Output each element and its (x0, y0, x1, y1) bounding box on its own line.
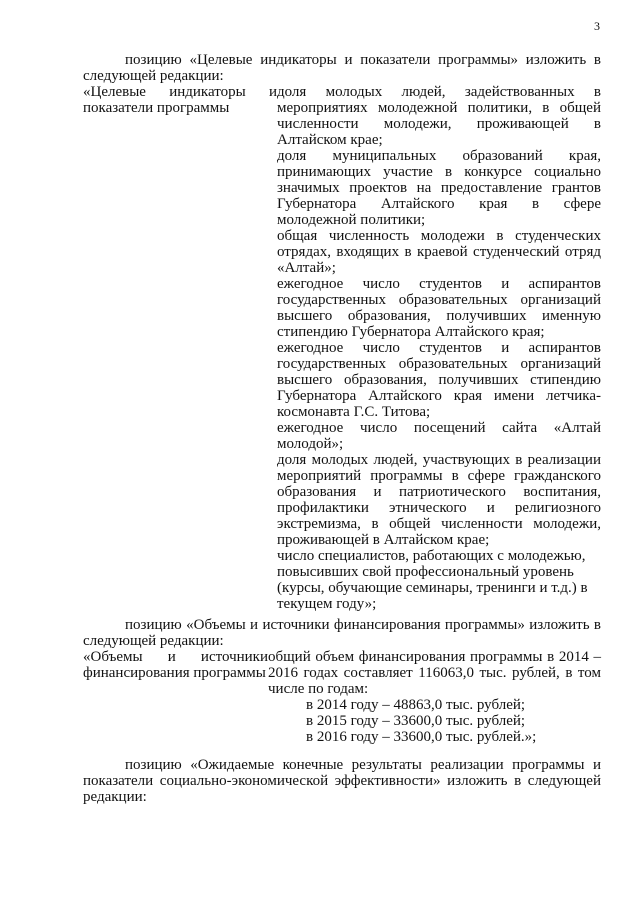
funding-label: «Объемы и источники финансирования программы (83, 649, 268, 681)
target-item: доля молодых людей, задействованных в мероприятиях молодежной политики, в общей численности молодежи, проживающей в Алтайском крае; (277, 84, 601, 148)
targets-list (277, 84, 601, 612)
page-number: 3 (594, 19, 600, 33)
targets-table-row (83, 84, 601, 612)
target-item: число специалистов, работающих с молодежью, повысивших свой профессиональный уровень (курсы, обучающие семинары, тренинги и т.д.) в текущем году»; (277, 548, 588, 612)
target-item: доля молодых людей, участвующих в реализации мероприятий программы в сфере гражданского образования и патриотического воспитания, профилактики этнического и религиозного экстремизма, в общей численности молодежи, проживающей в Алтайском крае; (277, 452, 601, 548)
target-item: доля муниципальных образований края, принимающих участие в конкурсе социально значимых проектов на предоставление грантов Губернатора Алтайского края в сфере молодежной политики; (277, 148, 601, 228)
funding-total: общий объем финансирования программы в 2014 – 2016 годах составляет 116063,0 тыс. рублей, в том числе по годам: (268, 649, 601, 697)
target-item: ежегодное число студентов и аспирантов государственных образовательных организаций высшего образования, получивших стипендию Губернатора Алтайского края имени летчика-космонавта Г.С. Титова; (277, 340, 601, 420)
paragraph-results-intro: позицию «Ожидаемые конечные результаты реализации программы и показатели социально-экономической эффективности» изложить в следующей редакции: (83, 757, 601, 805)
target-item: ежегодное число студентов и аспирантов государственных образовательных организаций высшего образования, получивших именную стипендию Губернатора Алтайского края; (277, 276, 601, 340)
funding-year: в 2015 году – 33600,0 тыс. рублей; (306, 713, 526, 729)
target-item: общая численность молодежи в студенческих отрядах, входящих в краевой студенческий отряд «Алтай»; (277, 228, 601, 276)
funding-year: в 2016 году – 33600,0 тыс. рублей.»; (306, 729, 537, 745)
targets-label: «Целевые индикаторы и показатели программы (83, 84, 277, 116)
target-item: ежегодное число посещений сайта «Алтай молодой»; (277, 420, 601, 452)
paragraph-targets-intro: позицию «Целевые индикаторы и показатели программы» изложить в следующей редакции: (83, 52, 601, 84)
funding-details (268, 649, 601, 745)
document-body (83, 52, 601, 805)
funding-year: в 2014 году – 48863,0 тыс. рублей; (306, 697, 526, 713)
paragraph-funding-intro: позицию «Объемы и источники финансирования программы» изложить в следующей редакции: (83, 617, 601, 649)
funding-table-row (83, 649, 601, 745)
